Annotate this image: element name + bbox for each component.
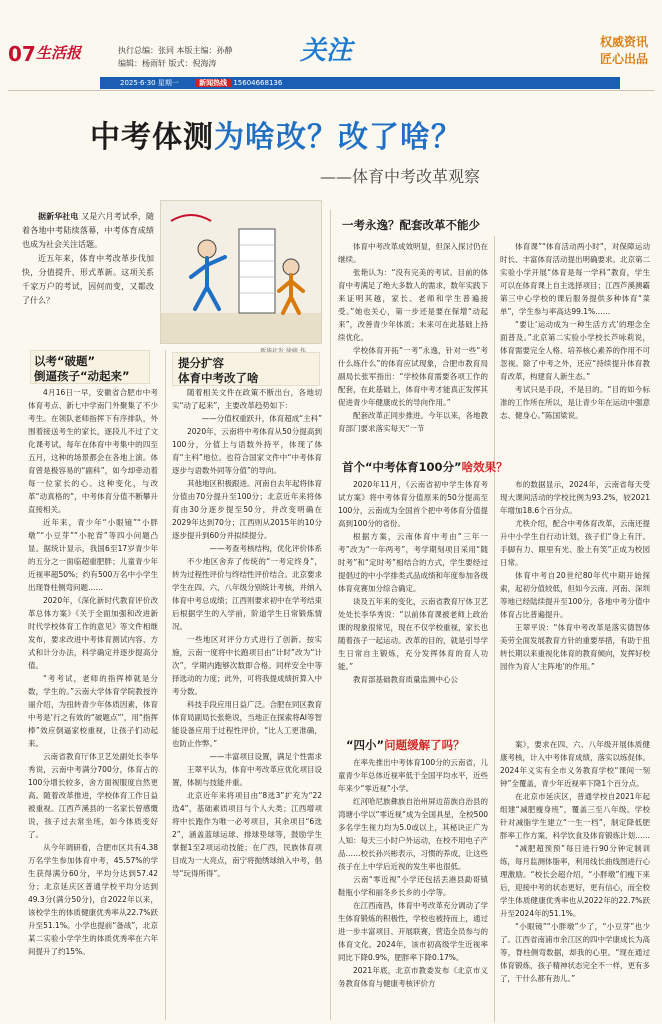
paragraph: 2020年11月，《云南省初中学生体育考试方案》将中考体育分值原来的50分提高至100分，云南成为全国首个把中考体育分值提高到100分的省份。 bbox=[338, 480, 488, 528]
section-head-5-text: “四小” bbox=[346, 738, 385, 752]
paragraph: 近年来，青少年“小眼镜”“小胖墩”“小豆芽”“小驼背”等四小问题凸显。据统计显示，我国6至17岁青少年的五分之一面临超重肥胖；儿童青少年近视率超50%；约有500万名中小学生出现脊柱侧弯问题…… bbox=[28, 518, 158, 592]
paragraph: 在北京市延庆区，普通学校自2021年起组建“减肥瘦身班”，覆盖三至八年级。学校针对减脂学生建立“一生一档”，制定降低肥胖率工作方案、科学饮食及体育锻炼计划…… bbox=[500, 792, 650, 840]
editors-line-2: 编辑：杨雨轩 版式：倪海涛 bbox=[118, 59, 217, 68]
column-rule bbox=[330, 210, 331, 1020]
article-column-6 bbox=[500, 478, 650, 734]
section-head-2-line-1: 提分扩容 bbox=[178, 356, 224, 370]
lead-text-2: 近五年来，体育中考改革步伐加快，分值提升、形式革新。这项关系千家万户的考试，因何而变，又都改了什么？ bbox=[22, 254, 154, 305]
section-head-4-text: 首个“中考体育100分” bbox=[342, 460, 462, 474]
paragraph: 2020年，《深化新时代教育评价改革总体方案》《关于全面加强和改进新时代学校体育工作的意见》等文件相继发布，要求改进中考体育测试内容、方式和计分办法，科学确定并逐步提高分值。 bbox=[28, 596, 158, 670]
editors-line-1: 执行总编：张同 本版主编：孙静 bbox=[118, 46, 233, 55]
paper-name: 生活报 bbox=[36, 44, 82, 62]
editors-info bbox=[118, 44, 233, 70]
sub-title: ——体育中考改革观察 bbox=[320, 167, 481, 186]
article-column-7 bbox=[338, 756, 488, 1022]
paragraph: 其他地区积极跟进。河南自去年起将体育分值由70分提升至100分；北京近年来将体育由30分逐步提至50分，并改变明确在2029年达到70分；江西则从2015年的10分逐步提升到60分并拟续提分。 bbox=[172, 479, 322, 540]
sub-heading: ——考查考核结构，优化评价体系 bbox=[209, 544, 322, 553]
section-head-3: 一考永逸？配套改革不能少 bbox=[342, 218, 480, 232]
section-head-5 bbox=[346, 738, 465, 753]
hotline-label: 新闻热线 bbox=[195, 79, 231, 87]
slogan bbox=[600, 34, 648, 68]
paragraph: 尤秩介绍，配合中考体育改革，云南还提升中小学生自行动计划，孩子们“身上有汗、手脚有力、眼里有光、脸上有笑”正成为校园日常。 bbox=[500, 519, 650, 567]
page-header bbox=[0, 0, 662, 78]
paragraph: 案》，要求在四、六、八年级开展体质健康考核，计入中考体育成绩，落实以练促体。2024年义实有全市义务教育学校“课间一刻钟”全覆盖，青少年近视率下降1个百分点。 bbox=[500, 740, 650, 788]
article-column-1 bbox=[28, 352, 158, 1022]
paragraph: 王翠平认为，体育中考改革应优化项目设置，体制与技能并重。 bbox=[172, 765, 322, 787]
section-head-1-line-2: 倒逼孩子“动起来” bbox=[34, 369, 130, 383]
paragraph: 北京近年来将项目由“8选3”扩充为“22选4”，基础素质项目与个人大类；江西增项将中长跑作为唯一必考项目，其余项目“6选2”，涵盖蓝球运球、排球垫球等，鼓励学生掌握1至2项运动技能；在广西，民族体育项目成为一大亮点，南宁将抛绣球纳入中考，倡导“玩得所得”。 bbox=[172, 791, 322, 878]
main-title-part1: 中考体测 bbox=[90, 120, 214, 155]
paragraph: 配套改革正同步推进。今年以来，各地教育部门要求落实每天“一节 bbox=[338, 411, 488, 433]
section-name: 关注 bbox=[300, 36, 353, 66]
article-column-2 bbox=[172, 352, 322, 1022]
paragraph: 云南省教育厅体卫艺处副处长李华秀说，云南中考满分700分，体育占的100分增长较多，舍方面视服度自然更高。随着改革推进，学校体育工作日益被重视。江西芦溪县的一名家长曾感慨说，孩子过去常坐班，如今体质变好了。 bbox=[28, 752, 158, 839]
paragraph: 在率先推出中考体育100分的云南省，儿童青少年总体近视率低于全国平均水平，近些年来少“零近视”小学。 bbox=[338, 758, 488, 793]
issue-date: 2025·6·30 星期一 bbox=[120, 79, 179, 87]
sub-heading: ——丰富项目设置，满足个性需求 bbox=[209, 752, 322, 761]
date-bar bbox=[100, 77, 620, 89]
lead-text-1: 又是六月考试季，随着各地中考陆续落幕，中考体育成绩也成为社会关注话题。 bbox=[22, 212, 155, 249]
paragraph: 学校体育开拓“一考”永逸，针对一些“考什么练什么”的体育应试现象，合肥市教育局副局长张军指出：“学校体育需要各项工作的配套，在此基础上，体育中考才能真正发挥其促进青少年健康成长的导向作用。” bbox=[338, 346, 488, 407]
paragraph: 体育课”“体育活动两小时”，对保障运动时长、丰富体育活动提出明确要求。北京第二实验小学开展“体育是每一学科”教育，学生可以在体育课上自主选择项目；江西芦溪澳霸第三中心学校的课后服务提供多种体育“菜单”，学生参与率高达99.1%…… bbox=[500, 242, 650, 316]
column-rule bbox=[165, 350, 166, 1020]
article-column-4 bbox=[500, 240, 650, 510]
article-column-8 bbox=[500, 738, 650, 1022]
paragraph: “要让‘运动成为一种生活方式’的理念全面普及。”北京第二实验小学校长芦咏莉说，体育需要完全人格、培养核心素养的作用不可忽视。除了中考之外，还应“持续提升体育教育改革，构建育人新生态。” bbox=[500, 320, 650, 381]
paragraph: 根据方案，云南体育中考由“三年一考”改为“一年两考”，考学期刻项目采用“随时考”和“定时考”相结合的方式，学生要经过提倡过的中小学排类式品成绩和年度参加各级体育竞赛加分综合确定。 bbox=[338, 532, 488, 593]
paragraph: 在江西南昌，体育中考改革充分调动了学生体育锻炼的积极性，学校也被持而上，通过进一步丰富项目、开展联赛，营造全员参与的体育文化。2024年，该市初高级学生近视率同比下降0.9%，肥胖率下降0.17%。 bbox=[338, 901, 488, 962]
main-title bbox=[90, 112, 462, 156]
page-number: 07 bbox=[8, 42, 36, 66]
section-head-4-highlight: 啥效果？ bbox=[461, 460, 508, 474]
lead-paragraph bbox=[22, 210, 154, 308]
sub-heading: ——分值权重跃升，体育超成“主科” bbox=[201, 414, 322, 423]
paragraph: 体育中考自20世纪80年代中期开始探索，起初分值较低，但如今云南、河南、深圳等地已经陆续提升至100分，各地中考分值中体育占比普遍提升。 bbox=[500, 571, 650, 619]
paragraph: 不少地区舍弃了传统的“一考定终身”，转为过程性评价与终结性评价结合。北京要求学生在四、六、八年级分别统计考核，并纳入体育中考总成绩；江西则要求初中在学考结束后根据学生的入学前，阶道学生日常锻炼情况。 bbox=[172, 557, 322, 631]
article-column-3 bbox=[338, 240, 488, 510]
column-rule bbox=[494, 236, 495, 1022]
section-head-2-line-2: 体育中考改了啥 bbox=[178, 371, 259, 385]
paragraph: 布的数据显示，2024年，云南省每天受现大课间活动的学校比例为93.2%，较2021年增加18.6个百分点。 bbox=[500, 480, 650, 515]
paragraph: 科技手段应用日益广泛。合肥在同区教育体育局副局长张艳说，当地正在探索将AI等智能设备应用于过程性评价，“比人工更准确，也防止作弊。” bbox=[172, 700, 322, 748]
hotline-number: 15604668136 bbox=[233, 79, 283, 87]
paragraph: 谈及五年来的变化，云南省教育厅体卫艺处处长李华秀说：“以前体育课被老师上政治课的现象很常见，现在不仅学校重视，家长也随着孩子一起运动。改革的目的，就是引导学生日常自主锻炼，充分发挥体育的育人功能。” bbox=[338, 597, 488, 671]
cartoon-drawing bbox=[161, 201, 322, 344]
paragraph: 4月16日一早，安徽省合肥市中考体育考点、新七中学南门外聚集了不少考生。在领队老师指挥下有序排队，外围着接送考生的家长，逐段儿不过了文化课考试。每年在体育中考集中的四至五月，这种的场景都会在各地上演。体育曾是极容易的“副科”，如今却牵动着每一位家长的心。这种变化，与改革“动真格的”，中考体育分值不断攀升直接相关。 bbox=[28, 388, 158, 514]
cartoon-illustration bbox=[160, 200, 322, 344]
paragraph: “减肥超预预”每日进行90分钟定制训练，每月监测体脂率，利用线长曲线图进行心理激励。“校长会超介绍，“小胖墩”们瘦下来后，迎接中考的状态更好，更有信心，而全校学生体质健康优秀率也从2022年的22.7%跃升至2024年的51.1%。 bbox=[500, 844, 650, 918]
paragraph: 考试只是手段，不是目的。“目的如今标准的工作所在所以，是让青少年在运动中强意志、健身心。”陈国梁说。 bbox=[500, 385, 650, 420]
paragraph: 体育中考改革成效明显，但深入探讨仍在继续。 bbox=[338, 242, 488, 264]
slogan-line-1: 权威资讯 bbox=[599, 35, 648, 49]
paragraph: 随着相关文件在政策不断出台，各地切实“动了起来”，主要改革趋势如下： bbox=[172, 388, 322, 410]
section-head-5-highlight: 问题缓解了吗？ bbox=[384, 738, 465, 752]
slogan-line-2: 匠心出品 bbox=[599, 52, 648, 66]
paragraph: 2021年底，北京市教委发布《北京市义务教育体育与健康考核评价方 bbox=[338, 966, 488, 988]
paragraph: 一些地区对评分方式进行了创新。按实施，云南一度将中长跑项目由“计时”改为“计次”，学期内跑够次数即合格。同样安全中等择选动的力度；此外，可将我提成绩折算入中考分数。 bbox=[172, 635, 322, 696]
paragraph: 教育部基础教育质量监测中心公 bbox=[353, 675, 458, 684]
paragraph: “小眼镜”“小胖墩”少了，“小豆芽”也少了。江西省南浦市余江区的四中学康成长为高等，脊柱侧弯数据，却我的心里。“现在通过体育锻炼，孩子精神状态完全不一样，更有多了，干什么都有劲儿。” bbox=[500, 922, 650, 983]
main-title-part2: 为啥改？改了啥？ bbox=[214, 120, 462, 155]
paragraph: 2020年，云南将中考体育从50分提高到100分，分值上与语数外持平，体现了体育“主科”地位。也符合国家文件中“中考体育逐步与语数外同等分值”的导向。 bbox=[172, 427, 322, 475]
paragraph: “考考试，老师的指挥棒就是分数，学生的。”云南大学体育学院教授许丽介绍，为扭转青少年体质因素，体育中考是‘行之有效的“破题点”’，用“指挥棒”效应倒逼家校重视，让孩子们动起来。 bbox=[28, 674, 158, 748]
paragraph: 王翠平说：“体育中考改革是落实德智体美劳全面发展教育方针的重要举措，有助于扭转长期以来重视化体育的教育倾向，发挥好校园作为育人‘主阵地’的作用。” bbox=[500, 623, 650, 671]
paragraph: 张艳认为：“没有完美的考试。目前的体育中考满足了绝大多数人的需求，数年实践下来证明其越，家长、老师和学生普遍接受。”她也关心，第一步还是要在保增“动起来”，改善青少年体质；未来可在此基础上持续优化。 bbox=[338, 268, 488, 342]
top-rule bbox=[8, 90, 654, 91]
byline: 据新华社电 bbox=[38, 212, 79, 221]
paragraph: 红河哈尼族彝族自治州屏边苗族自治县的湾塘小学以“零近视”成为全国具星，全校500多名学生视力均为5.0或以上，其秘诀正广为人知：每天三小时户外运动，在校不用电子产品……校长孙兴彬表示，习惯的养成，让这些孩子在上中学后近视的发生率也很低。 bbox=[338, 797, 488, 871]
article-column-5 bbox=[338, 478, 488, 734]
section-head-1-line-1: 以考“破题” bbox=[34, 354, 96, 368]
paragraph: 云南“零近视”小学还包括丢港县勐哥镇鞋瓶小学和丽冬乡长乡的小学等。 bbox=[338, 875, 488, 897]
paragraph: 从今年调研看，合肥市区共有4.38万名学生参加体育中考，45.57%的学生获得满分60分，平均分达到57.42分；北京延庆区普通学校平均分达到49.3分(满分50分)，自2022年以来，该校学生的体质健康优秀率从22.7%跃升至51.1%。小学也提前“备战”，北京某二实验小学学生的体质优秀率在六年间提升了约15%。 bbox=[28, 843, 158, 956]
